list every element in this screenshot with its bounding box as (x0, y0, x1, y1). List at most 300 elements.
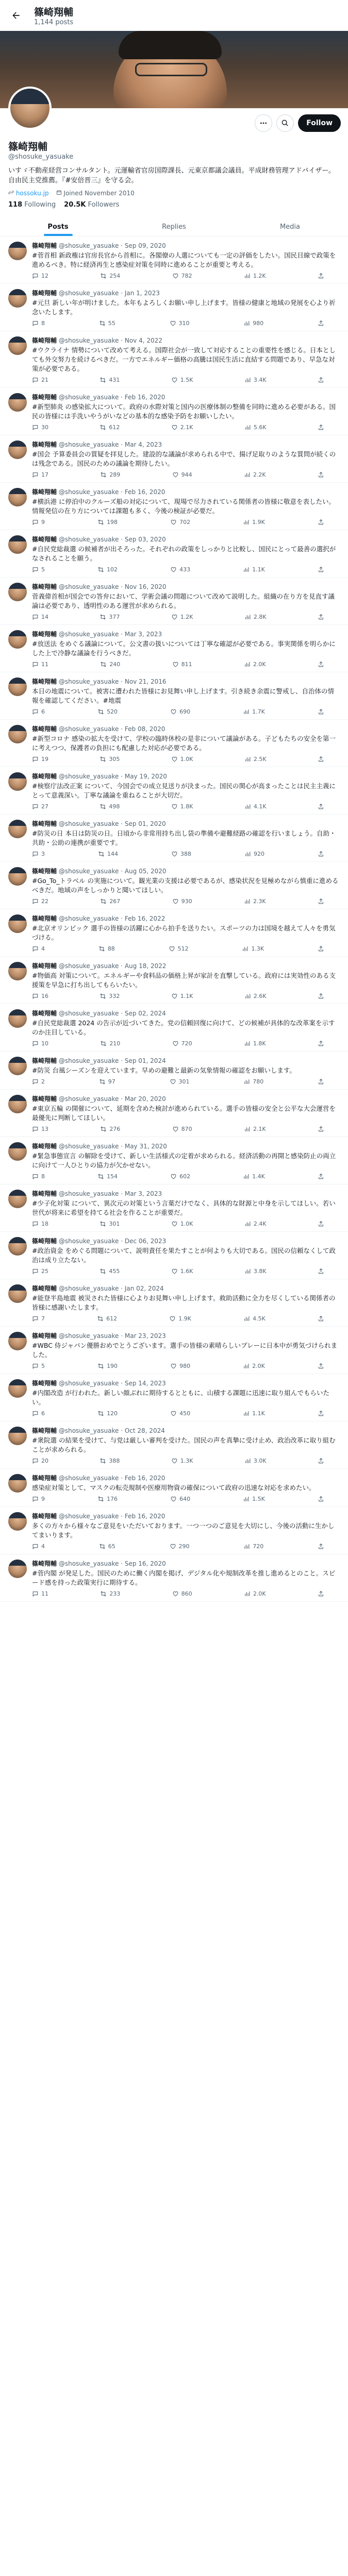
tweet[interactable] (0, 1137, 348, 1184)
views-button[interactable] (244, 1221, 267, 1227)
like-button[interactable] (172, 1590, 192, 1597)
tweet[interactable] (0, 625, 348, 672)
like-button[interactable] (170, 1363, 190, 1369)
reply-button[interactable] (32, 1173, 45, 1180)
tweet-date[interactable]: Mar 4, 2023 (124, 441, 162, 448)
tweet-author-name[interactable]: 篠崎翔輔 (32, 1475, 57, 1482)
views-button[interactable] (244, 614, 267, 620)
like-button[interactable] (170, 519, 190, 526)
repost-button[interactable] (100, 993, 120, 999)
reply-icon (32, 471, 39, 478)
repost-button[interactable] (98, 851, 118, 857)
share-button[interactable] (318, 1363, 324, 1369)
tweet-author-name[interactable]: 篠崎翔輔 (32, 1427, 57, 1434)
tweet-date[interactable]: Oct 28, 2024 (124, 1427, 165, 1434)
tab-replies[interactable]: Replies (162, 223, 186, 231)
repost-button[interactable] (100, 898, 120, 905)
repost-button[interactable] (97, 1173, 118, 1180)
like-button[interactable] (171, 993, 193, 999)
profile-link[interactable]: hossoku.jp (15, 190, 49, 197)
reply-button[interactable] (32, 1543, 45, 1550)
tweet-author-name[interactable]: 篠崎翔輔 (32, 242, 57, 249)
tweet-author-name[interactable]: 篠崎翔輔 (32, 1190, 57, 1197)
repost-button[interactable] (100, 377, 120, 383)
tweet-actions (32, 898, 340, 905)
tweet-avatar[interactable] (8, 1560, 27, 1578)
tweet-author-name[interactable]: 篠崎翔輔 (32, 868, 57, 875)
tweet[interactable] (0, 1090, 348, 1137)
reply-button[interactable] (32, 273, 48, 279)
share-button[interactable] (318, 1496, 324, 1502)
following-stat[interactable] (8, 201, 56, 209)
tweet-avatar[interactable] (8, 1427, 27, 1445)
views-button[interactable] (243, 519, 265, 526)
tweet[interactable] (0, 331, 348, 388)
views-button[interactable] (243, 566, 265, 573)
like-button[interactable] (171, 1268, 193, 1275)
tweet-author-name[interactable]: 篠崎翔輔 (32, 1238, 57, 1245)
tweet-author-name[interactable]: 篠崎翔輔 (32, 441, 57, 448)
tweet[interactable] (0, 1507, 348, 1554)
share-button[interactable] (318, 898, 324, 905)
tweet-avatar[interactable] (8, 488, 27, 506)
tweet-author-name[interactable]: 篠崎翔輔 (32, 962, 57, 970)
tweet-avatar[interactable] (8, 630, 27, 649)
share-button[interactable] (318, 377, 324, 383)
like-button[interactable] (172, 1126, 192, 1132)
follow-button[interactable]: Follow (298, 114, 341, 132)
tweet-avatar[interactable] (8, 583, 27, 601)
share-button[interactable] (318, 1458, 324, 1464)
like-button[interactable] (170, 1410, 190, 1417)
views-button[interactable] (244, 273, 266, 279)
tweet-header (32, 1379, 340, 1387)
share-button[interactable] (318, 945, 324, 952)
tweet-avatar[interactable] (8, 242, 27, 260)
heart-icon (172, 661, 179, 668)
tweet-avatar[interactable] (8, 1190, 27, 1208)
tweet[interactable] (0, 1469, 348, 1507)
like-button[interactable] (171, 1458, 193, 1464)
reply-button[interactable] (32, 803, 48, 810)
like-button[interactable] (170, 320, 190, 327)
tweet[interactable] (0, 435, 348, 483)
share-button[interactable] (318, 566, 324, 573)
tweet-author-name[interactable]: 篠崎翔輔 (32, 536, 57, 543)
reply-button[interactable] (32, 661, 48, 668)
tweet-header (32, 1190, 340, 1198)
tweet-header (32, 1284, 340, 1293)
like-button[interactable] (172, 898, 192, 905)
tweet-date[interactable]: Mar 3, 2023 (124, 1190, 162, 1197)
tweet[interactable] (0, 767, 348, 815)
tweet-author-name[interactable]: 篠崎翔輔 (32, 1010, 57, 1017)
tweet[interactable] (0, 483, 348, 530)
followers-stat[interactable] (64, 201, 119, 209)
repost-button[interactable] (98, 945, 115, 952)
reply-button[interactable] (32, 993, 48, 999)
reply-button[interactable] (32, 566, 45, 573)
tweet-date[interactable]: Sep 02, 2024 (124, 1010, 166, 1017)
tweet-date[interactable]: Feb 08, 2020 (124, 725, 165, 733)
like-button[interactable] (171, 803, 193, 810)
views-button[interactable] (243, 1543, 263, 1550)
tweet-date[interactable]: Nov 4, 2022 (124, 337, 162, 344)
reply-button[interactable] (32, 1458, 48, 1464)
share-button[interactable] (318, 320, 324, 327)
share-button[interactable] (318, 1173, 324, 1180)
tweet-date[interactable]: Feb 16, 2020 (124, 1513, 165, 1520)
followers-count: 20.5K (64, 201, 86, 209)
tweet-author-name[interactable]: 篠崎翔輔 (32, 488, 57, 496)
tweet-date[interactable]: Aug 05, 2020 (124, 868, 167, 875)
tweet-avatar[interactable] (8, 725, 27, 743)
tweet-avatar[interactable] (8, 677, 27, 696)
reply-button[interactable] (32, 898, 48, 905)
tweet[interactable] (0, 1421, 348, 1469)
tweet-date[interactable]: Sep 01, 2020 (124, 820, 166, 827)
repost-count: 102 (107, 566, 118, 573)
share-button[interactable] (318, 708, 324, 715)
share-button[interactable] (318, 1315, 324, 1322)
views-button[interactable] (244, 803, 267, 810)
views-button[interactable] (243, 1315, 266, 1322)
repost-count: 301 (109, 1221, 120, 1227)
tweet-date[interactable]: Nov 16, 2020 (124, 583, 167, 590)
share-button[interactable] (318, 756, 324, 762)
tweet[interactable] (0, 815, 348, 862)
repost-button[interactable] (97, 1410, 118, 1417)
tweet-date[interactable]: Nov 21, 2016 (124, 678, 167, 685)
repost-button[interactable] (97, 1315, 117, 1322)
share-button[interactable] (318, 851, 324, 857)
tweet-date[interactable]: Jan 1, 2023 (124, 290, 160, 297)
views-button[interactable] (244, 1126, 266, 1132)
tweet-author-name[interactable]: 篠崎翔輔 (32, 1285, 57, 1292)
share-button[interactable] (318, 661, 324, 668)
repost-button[interactable] (100, 471, 120, 478)
tweet-author-name[interactable]: 篠崎翔輔 (32, 725, 57, 733)
tweet[interactable] (0, 957, 348, 1004)
views-button[interactable] (244, 851, 264, 857)
reply-button[interactable] (32, 1221, 48, 1227)
tweet[interactable] (0, 284, 348, 331)
tweet-avatar[interactable] (8, 820, 27, 838)
like-button[interactable] (169, 1315, 191, 1322)
tweet[interactable] (0, 909, 348, 957)
tweet-header (32, 1009, 340, 1018)
tweet[interactable] (0, 720, 348, 767)
repost-button[interactable] (99, 1543, 115, 1550)
tweet[interactable] (0, 578, 348, 625)
views-button[interactable] (244, 993, 267, 999)
tweet-date[interactable]: May 31, 2020 (124, 1143, 167, 1150)
reply-button[interactable] (32, 1315, 45, 1322)
share-button[interactable] (318, 424, 324, 431)
tweet-avatar[interactable] (8, 914, 27, 933)
tweet-avatar[interactable] (8, 867, 27, 886)
tweet-date[interactable]: Sep 03, 2020 (124, 536, 166, 543)
views-button[interactable] (243, 1410, 265, 1417)
reply-button[interactable] (32, 945, 45, 952)
tweet-avatar[interactable] (8, 1379, 27, 1398)
tweet-date[interactable]: Jan 02, 2024 (124, 1285, 164, 1292)
tweet-body (32, 867, 340, 905)
tweet[interactable] (0, 1374, 348, 1421)
tweet-author-name[interactable]: 篠崎翔輔 (32, 1560, 57, 1567)
tweet-author-name[interactable]: 篠崎翔輔 (32, 1380, 57, 1387)
reply-button[interactable] (32, 1363, 45, 1369)
share-button[interactable] (318, 993, 324, 999)
share-button[interactable] (318, 519, 324, 526)
repost-button[interactable] (100, 1221, 120, 1227)
views-button[interactable] (244, 756, 267, 762)
reply-button[interactable] (32, 1590, 48, 1597)
views-button[interactable] (243, 1496, 265, 1502)
like-button[interactable] (169, 945, 189, 952)
tweet-date[interactable]: Mar 23, 2023 (124, 1332, 166, 1340)
share-button[interactable] (318, 614, 324, 620)
tweet[interactable] (0, 1554, 348, 1602)
like-button[interactable] (170, 1078, 190, 1085)
share-icon (318, 1496, 324, 1502)
share-button[interactable] (318, 1078, 324, 1085)
tweet-author-name[interactable]: 篠崎翔輔 (32, 583, 57, 590)
share-button[interactable] (318, 1268, 324, 1275)
share-button[interactable] (318, 1410, 324, 1417)
like-button[interactable] (171, 377, 193, 383)
repost-button[interactable] (99, 1078, 115, 1085)
tweet-date[interactable]: Sep 16, 2020 (124, 1560, 166, 1567)
tab-posts[interactable]: Posts (0, 217, 116, 236)
tweet-author-name[interactable]: 篠崎翔輔 (32, 1143, 57, 1150)
repost-icon (100, 661, 107, 668)
tweet-avatar[interactable] (8, 535, 27, 554)
tweet[interactable] (0, 388, 348, 435)
back-button[interactable] (7, 7, 25, 24)
repost-icon (97, 1173, 104, 1180)
tweet-date[interactable]: Sep 01, 2024 (124, 1057, 166, 1064)
reply-button[interactable] (32, 519, 45, 526)
reply-button[interactable] (32, 851, 45, 857)
reply-button[interactable] (32, 1496, 45, 1502)
like-button[interactable] (172, 661, 192, 668)
tweet-author-name[interactable]: 篠崎翔輔 (32, 1057, 57, 1064)
repost-button[interactable] (99, 320, 115, 327)
tweet-date[interactable]: Dec 06, 2023 (124, 1238, 167, 1245)
heart-icon (170, 1543, 176, 1550)
tweet-avatar[interactable] (8, 1332, 27, 1350)
tweet[interactable] (0, 1327, 348, 1374)
views-button[interactable] (244, 471, 266, 478)
tab-media[interactable]: Media (279, 223, 301, 231)
repost-button[interactable] (100, 803, 120, 810)
like-button[interactable] (171, 851, 191, 857)
like-button[interactable] (171, 756, 193, 762)
reply-button[interactable] (32, 756, 48, 762)
tweet-date[interactable]: Sep 14, 2023 (124, 1380, 166, 1387)
views-button[interactable] (244, 1268, 267, 1275)
reply-button[interactable] (32, 1126, 48, 1132)
tweet-author-name[interactable]: 篠崎翔輔 (32, 915, 57, 922)
share-button[interactable] (318, 803, 324, 810)
views-button[interactable] (244, 377, 267, 383)
tweet[interactable] (0, 862, 348, 909)
tweet-header (32, 1095, 340, 1103)
tweet-avatar[interactable] (8, 1512, 27, 1531)
like-button[interactable] (172, 471, 192, 478)
like-button[interactable] (172, 273, 192, 279)
repost-button[interactable] (100, 273, 120, 279)
like-button[interactable] (172, 1040, 192, 1047)
views-button[interactable] (243, 1173, 265, 1180)
views-button[interactable] (244, 661, 266, 668)
tweet-avatar[interactable] (8, 440, 27, 459)
repost-button[interactable] (100, 1126, 120, 1132)
tweet-author-name[interactable]: 篠崎翔輔 (32, 678, 57, 685)
reply-button[interactable] (32, 471, 48, 478)
views-button[interactable] (243, 1078, 263, 1085)
tweet[interactable] (0, 1184, 348, 1232)
like-button[interactable] (170, 708, 190, 715)
repost-count: 388 (109, 1458, 120, 1464)
tweet-avatar[interactable] (8, 962, 27, 980)
reply-button[interactable] (32, 320, 45, 327)
share-button[interactable] (318, 1590, 324, 1597)
tweet[interactable] (0, 1004, 348, 1052)
heart-icon (169, 945, 175, 952)
like-button[interactable] (170, 1173, 190, 1180)
tweet-avatar[interactable] (8, 772, 27, 791)
repost-button[interactable] (97, 1363, 118, 1369)
search-icon (281, 119, 289, 127)
like-button[interactable] (170, 1543, 190, 1550)
tweet-author-name[interactable]: 篠崎翔輔 (32, 1513, 57, 1520)
like-button[interactable] (171, 614, 193, 620)
reply-button[interactable] (32, 1268, 48, 1275)
like-button[interactable] (170, 1496, 190, 1502)
tweet-author-name[interactable]: 篠崎翔輔 (32, 337, 57, 344)
tweet-author-name[interactable]: 篠崎翔輔 (32, 1332, 57, 1340)
tweet-author-name[interactable]: 篠崎翔輔 (32, 773, 57, 780)
like-button[interactable] (170, 566, 190, 573)
reply-button[interactable] (32, 424, 48, 431)
tweet-avatar[interactable] (8, 289, 27, 308)
tweet[interactable] (0, 236, 348, 284)
tweet-author-name[interactable]: 篠崎翔輔 (32, 290, 57, 297)
views-button[interactable] (242, 945, 264, 952)
reply-button[interactable] (32, 1410, 45, 1417)
views-button[interactable] (244, 1458, 267, 1464)
tweet-avatar[interactable] (8, 1474, 27, 1493)
share-button[interactable] (318, 1543, 324, 1550)
avatar[interactable] (8, 87, 52, 130)
repost-button[interactable] (100, 661, 120, 668)
tweet[interactable] (0, 1232, 348, 1279)
tweet-avatar[interactable] (8, 336, 27, 355)
tweet[interactable] (0, 672, 348, 720)
tweet-author-name[interactable]: 篠崎翔輔 (32, 1095, 57, 1103)
share-button[interactable] (318, 471, 324, 478)
repost-button[interactable] (97, 566, 118, 573)
share-button[interactable] (318, 273, 324, 279)
repost-button[interactable] (100, 1590, 120, 1597)
like-button[interactable] (171, 1221, 193, 1227)
repost-button[interactable] (97, 708, 118, 715)
tweet[interactable] (0, 1279, 348, 1327)
tweet[interactable] (0, 530, 348, 578)
tweet-date[interactable]: Mar 3, 2023 (124, 631, 162, 638)
tweet[interactable] (0, 1052, 348, 1090)
heart-icon (170, 1173, 177, 1180)
share-button[interactable] (318, 1126, 324, 1132)
tweet-date[interactable]: Feb 16, 2022 (124, 915, 165, 922)
views-button[interactable] (243, 1363, 265, 1369)
tweet-avatar[interactable] (8, 1095, 27, 1113)
more-button[interactable] (255, 114, 272, 132)
repost-icon (97, 1410, 104, 1417)
repost-button[interactable] (97, 1496, 118, 1502)
tweet-avatar[interactable] (8, 1057, 27, 1075)
repost-button[interactable] (97, 519, 118, 526)
views-button[interactable] (244, 424, 267, 431)
tweet-avatar[interactable] (8, 1237, 27, 1256)
share-button[interactable] (318, 1040, 324, 1047)
tweet-date[interactable]: Mar 20, 2020 (124, 1095, 166, 1103)
tweet-date[interactable]: May 19, 2020 (124, 773, 167, 780)
like-button[interactable] (171, 424, 193, 431)
tweet-date[interactable]: Feb 16, 2020 (124, 488, 165, 496)
tweet-author-name[interactable]: 篠崎翔輔 (32, 820, 57, 827)
repost-button[interactable] (100, 756, 120, 762)
tweet-date[interactable]: Sep 09, 2020 (124, 242, 166, 249)
tweet-avatar[interactable] (8, 1142, 27, 1161)
reply-button[interactable] (32, 377, 48, 383)
search-button[interactable] (276, 114, 294, 132)
tweet-author-name[interactable]: 篠崎翔輔 (32, 631, 57, 638)
tweet-body (32, 1009, 340, 1047)
views-button[interactable] (243, 708, 265, 715)
repost-button[interactable] (100, 614, 120, 620)
views-button[interactable] (244, 898, 266, 905)
tweet-date[interactable]: Feb 16, 2020 (124, 1475, 165, 1482)
views-button[interactable] (244, 1040, 266, 1047)
repost-button[interactable] (100, 1268, 120, 1275)
tweet-header (32, 962, 340, 970)
views-icon (244, 803, 251, 810)
repost-button[interactable] (100, 1458, 120, 1464)
profile-banner[interactable] (0, 31, 348, 108)
tweet-date[interactable]: Feb 16, 2020 (124, 394, 165, 401)
views-button[interactable] (243, 320, 263, 327)
views-button[interactable] (244, 1590, 266, 1597)
repost-button[interactable] (100, 424, 120, 431)
repost-count: 198 (107, 519, 118, 526)
views-icon (243, 320, 250, 327)
tweet-avatar[interactable] (8, 1284, 27, 1303)
repost-button[interactable] (100, 1040, 120, 1047)
tweet-avatar[interactable] (8, 1009, 27, 1028)
tweet-date[interactable]: Aug 18, 2022 (124, 962, 167, 970)
reply-button[interactable] (32, 708, 45, 715)
reply-button[interactable] (32, 1040, 48, 1047)
reply-button[interactable] (32, 1078, 45, 1085)
reply-button[interactable] (32, 614, 48, 620)
tweet-author-name[interactable]: 篠崎翔輔 (32, 394, 57, 401)
tweet-avatar[interactable] (8, 393, 27, 412)
share-button[interactable] (318, 1221, 324, 1227)
tweet-actions (32, 424, 340, 431)
